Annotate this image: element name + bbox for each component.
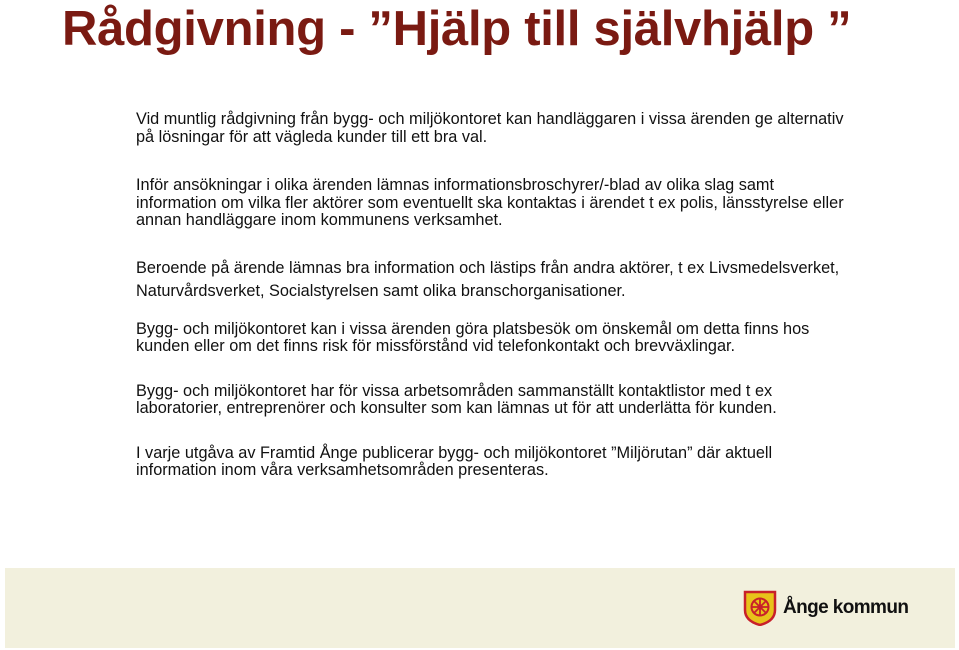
ange-kommun-logo: [743, 590, 908, 626]
paragraph-muntlig-radgivning: Vid muntlig rådgivning från bygg- och miljökontoret kan handläggaren i vissa ärenden ge alternativ på lösningar för att vägleda kunder till ett bra val.: [136, 110, 844, 146]
body-text: [136, 111, 856, 480]
paragraph-ansokningar: Inför ansökningar i olika ärenden lämnas informationsbroschyrer/-blad av olika slag samt information om vilka fler aktörer som eventuellt ska kontaktas i ärendet t ex polis, länsstyrelse eller annan handläggare inom kommunens verksamhet.: [136, 176, 844, 229]
page-title: Rådgivning - ”Hjälp till självhjälp ”: [62, 2, 852, 56]
paragraph-kontaktlistor: Bygg- och miljökontoret har för vissa arbetsområden sammanställt kontaktlistor med t ex laboratorier, entreprenörer och konsulter som kan lämnas ut för att underlätta för kunden.: [136, 381, 777, 417]
paragraph-lastips: Beroende på ärende lämnas bra information och lästips från andra aktörer, t ex Livsmedelsverket, Naturvårdsverket, Socialstyrelsen samt olika branschorganisationer.: [136, 258, 840, 300]
logo-text: Ånge kommun: [783, 597, 909, 618]
paragraph-platsbesok: Bygg- och miljökontoret kan i vissa ärenden göra platsbesök om önskemål om detta finns hos kunden eller om det finns risk för missförstånd vid telefonkontakt och brevväxlingar.: [136, 319, 810, 355]
paragraph-miljorutan: I varje utgåva av Framtid Ånge publicerar bygg- och miljökontoret ”Miljörutan” där aktuell information inom våra verksamhetsområden presenteras.: [136, 443, 773, 479]
ange-kommun-emblem-icon: [743, 590, 777, 626]
